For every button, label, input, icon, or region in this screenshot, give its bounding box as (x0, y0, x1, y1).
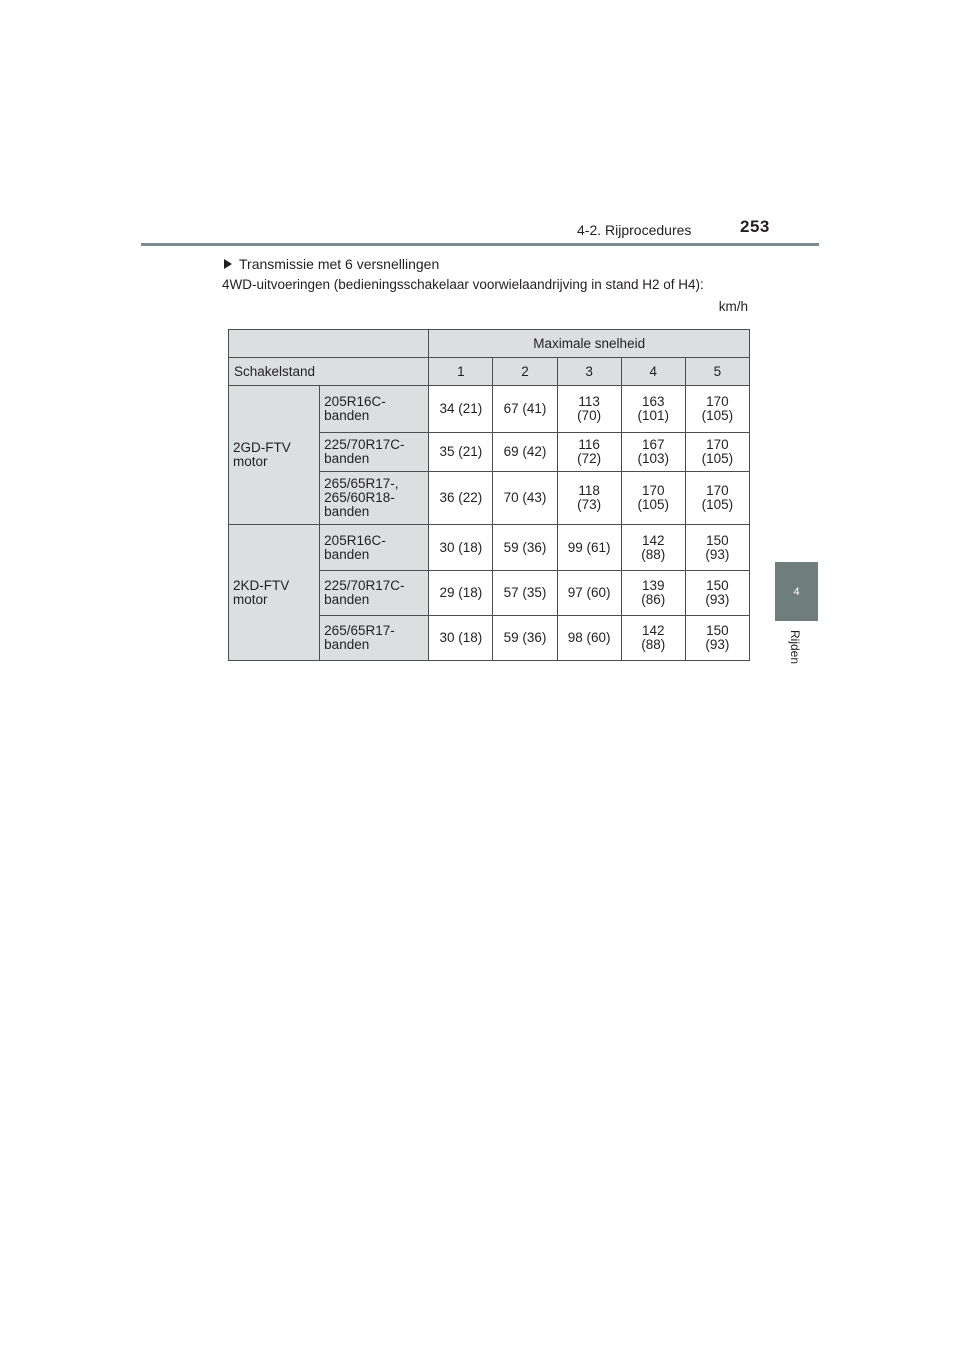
table-header-row (229, 330, 750, 358)
speed-value-cell: 170 (105) (685, 386, 749, 433)
speed-value-cell: 34 (21) (429, 386, 493, 433)
engine-cell: 2GD-FTV motor (229, 386, 320, 525)
speed-value-cell: 57 (35) (493, 571, 557, 616)
speed-value-cell: 59 (36) (493, 616, 557, 661)
tire-cell: 225/70R17C- banden (320, 433, 429, 472)
chapter-tab-number: 4 (793, 585, 800, 598)
speed-value-cell: 59 (36) (493, 525, 557, 571)
max-speed-header: Maximale snelheid (429, 330, 750, 358)
running-header-section: 4-2. Rijprocedures (577, 222, 692, 238)
table-row (229, 525, 750, 571)
speed-value-cell: 116 (72) (557, 433, 621, 472)
speed-value-cell: 118 (73) (557, 472, 621, 525)
gear-header-cell: 1 (429, 358, 493, 386)
speed-value-cell: 170 (105) (685, 472, 749, 525)
section-heading (224, 255, 439, 273)
gear-header-cell: 3 (557, 358, 621, 386)
speed-value-cell: 150 (93) (685, 616, 749, 661)
triangle-bullet-icon (224, 259, 232, 269)
speed-value-cell: 142 (88) (621, 616, 685, 661)
gear-label-cell: Schakelstand (229, 358, 429, 386)
speed-value-cell: 35 (21) (429, 433, 493, 472)
speed-value-cell: 142 (88) (621, 525, 685, 571)
speed-value-cell: 29 (18) (429, 571, 493, 616)
engine-cell: 2KD-FTV motor (229, 525, 320, 661)
tire-cell: 265/65R17-, 265/60R18- banden (320, 472, 429, 525)
table-corner-cell (229, 330, 429, 358)
speed-value-cell: 69 (42) (493, 433, 557, 472)
speed-value-cell: 30 (18) (429, 616, 493, 661)
intro-text: 4WD-uitvoeringen (bedieningsschakelaar voorwielaandrijving in stand H2 of H4): (222, 277, 704, 292)
speed-value-cell: 99 (61) (557, 525, 621, 571)
tire-cell: 205R16C- banden (320, 525, 429, 571)
speed-value-cell: 30 (18) (429, 525, 493, 571)
gear-header-cell: 2 (493, 358, 557, 386)
speed-value-cell: 150 (93) (685, 525, 749, 571)
gear-header-cell: 5 (685, 358, 749, 386)
speed-value-cell: 150 (93) (685, 571, 749, 616)
tire-cell: 205R16C- banden (320, 386, 429, 433)
speed-value-cell: 113 (70) (557, 386, 621, 433)
gear-header-row (229, 358, 750, 386)
speed-value-cell: 97 (60) (557, 571, 621, 616)
speed-value-cell: 98 (60) (557, 616, 621, 661)
header-divider (141, 243, 819, 246)
speed-value-cell: 167 (103) (621, 433, 685, 472)
page-number: 253 (740, 217, 770, 236)
section-heading-text: Transmissie met 6 versnellingen (239, 256, 440, 272)
speed-value-cell: 67 (41) (493, 386, 557, 433)
chapter-tab-label: Rijden (788, 630, 802, 665)
speed-value-cell: 36 (22) (429, 472, 493, 525)
max-speed-table (228, 329, 750, 661)
unit-label: km/h (718, 299, 748, 314)
speed-value-cell: 170 (105) (685, 433, 749, 472)
table-row (229, 386, 750, 433)
speed-value-cell: 139 (86) (621, 571, 685, 616)
speed-value-cell: 70 (43) (493, 472, 557, 525)
chapter-tab (775, 562, 818, 621)
tire-cell: 225/70R17C- banden (320, 571, 429, 616)
gear-header-cell: 4 (621, 358, 685, 386)
tire-cell: 265/65R17- banden (320, 616, 429, 661)
speed-value-cell: 170 (105) (621, 472, 685, 525)
speed-value-cell: 163 (101) (621, 386, 685, 433)
